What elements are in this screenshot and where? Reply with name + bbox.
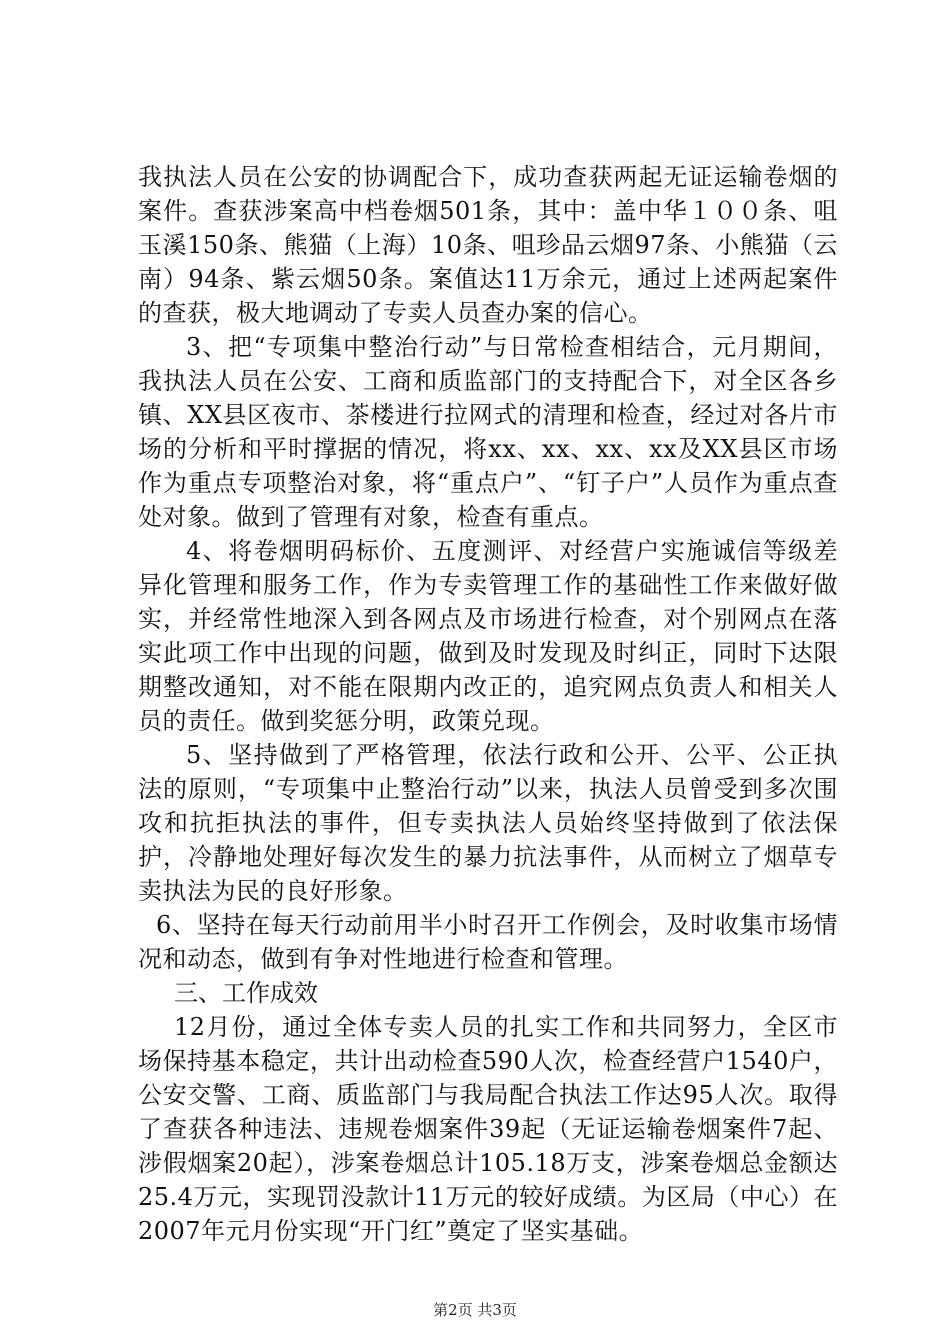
paragraph-item-6: 6、坚持在每天行动前用半小时召开工作例会，及时收集市场情况和动态，做到有争对性地进行检查和管理。 (138, 911, 838, 973)
paragraph-item-3: 3、把“专项集中整治行动”与日常检查相结合，元月期间，我执法人员在公安、工商和质监部门的支持配合下，对全区各乡镇、XX县区夜市、茶楼进行拉网式的清理和检查，经过对各片市场的分析和平时撑据的情况，将xx、xx、xx、xx及XX县区市场作为重点专项整治对象，将“重点户”、“钉子户”人员作为重点查处对象。做到了管理有对象，检查有重点。 (138, 333, 838, 531)
paragraph-case-seizure: 我执法人员在公安的协调配合下，成功查获两起无证运输卷烟的案件。查获涉案高中档卷烟501条，其中：盖中华１００条、咀玉溪150条、熊猫（上海）10条、咀珍品云烟97条、小熊猫（云南）94条、紫云烟50条。案值达11万余元，通过上述两起案件的查获，极大地调动了专卖人员查办案的信心。 (138, 163, 838, 327)
page-number-footer: 第2页 共3页 (433, 1301, 517, 1319)
section-heading-results: 三、工作成效 (174, 979, 318, 1007)
document-body (138, 160, 838, 1248)
paragraph-item-4: 4、将卷烟明码标价、五度测评、对经营户实施诚信等级差异化管理和服务工作，作为专卖管理工作的基础性工作来做好做实，并经常性地深入到各网点及市场进行检查，对个别网点在落实此项工作中出现的问题，做到及时发现及时纠正，同时下达限期整改通知，对不能在限期内改正的，追究网点负责人和相关人员的责任。做到奖惩分明，政策兑现。 (138, 537, 838, 735)
paragraph-results: 12月份，通过全体专卖人员的扎实工作和共同努力，全区市场保持基本稳定，共计出动检查590人次，检查经营户1540户，公安交警、工商、质监部门与我局配合执法工作达95人次。取得了查获各种违法、违规卷烟案件39起（无证运输卷烟案件7起、涉假烟案20起），涉案卷烟总计105.18万支，涉案卷烟总金额达25.4万元，实现罚没款计11万元的较好成绩。为区局（中心）在2007年元月份实现“开门红”奠定了坚实基础。 (138, 1013, 838, 1245)
paragraph-item-5: 5、坚持做到了严格管理，依法行政和公开、公平、公正执法的原则，“专项集中止整治行动”以来，执法人员曾受到多次围攻和抗拒执法的事件，但专卖执法人员始终坚持做到了依法保护，冷静地处理好每次发生的暴力抗法事件，从而树立了烟草专卖执法为民的良好形象。 (138, 741, 838, 905)
